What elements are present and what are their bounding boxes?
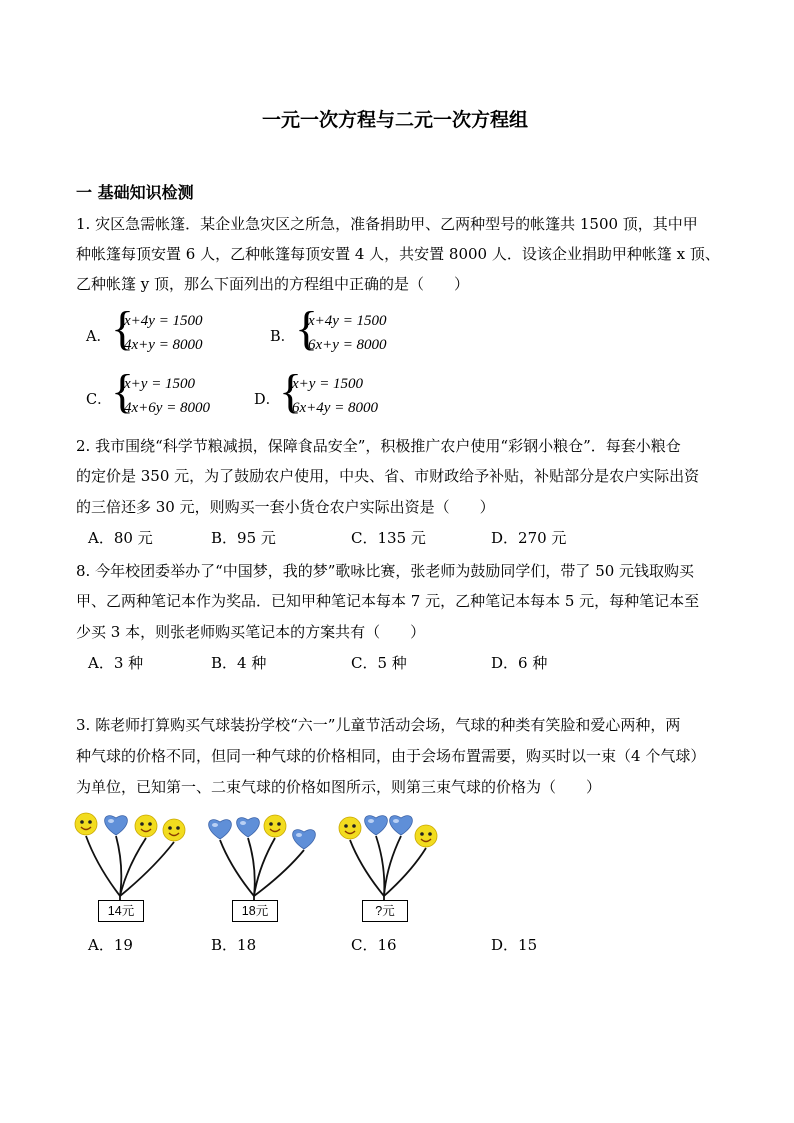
q8-option-d[interactable]: D．6 种 xyxy=(491,654,548,672)
q3-option-a[interactable]: A．19 xyxy=(88,936,133,954)
q2-line-1: 2. 我市围绕“科学节粮减损，保障食品安全”，积极推广农户使用“彩钢小粮仓”．每套小粮仓 xyxy=(76,437,681,455)
smiley-balloon-icon xyxy=(135,815,157,837)
balloon-string xyxy=(120,842,174,896)
q2-line-2: 的定价是 350 元，为了鼓励农户使用，中央、省、市财政给予补贴，补贴部分是农户实际出资 xyxy=(76,467,700,485)
option-label: C． xyxy=(86,392,112,408)
heart-balloon-icon xyxy=(293,830,316,849)
balloon-string xyxy=(384,848,426,896)
q3-line-1: 3. 陈老师打算购买气球装扮学校“六一”儿童节活动会场，气球的种类有笑脸和爱心两种，两 xyxy=(76,716,681,734)
q1-line-3: 乙种帐篷 y 顶，那么下面列出的方程组中正确的是（ ） xyxy=(76,275,470,293)
smiley-balloon-icon xyxy=(264,815,286,837)
equation-2: 4x+y = 8000 xyxy=(124,337,203,353)
equation-2: 6x+4y = 8000 xyxy=(292,400,379,416)
equation-2: 4x+6y = 8000 xyxy=(124,400,211,416)
q1-line-2: 种帐篷每顶安置 6 人，乙种帐篷每顶安置 4 人，共安置 8000 人．设该企业捐助甲种帐篷 x 顶、 xyxy=(76,245,720,263)
q8-option-c[interactable]: C．5 种 xyxy=(351,654,407,672)
q3-option-c[interactable]: C．16 xyxy=(351,936,397,954)
equation-1: x+4y = 1500 xyxy=(308,313,387,329)
q8-line-2: 甲、乙两种笔记本作为奖品．已知甲种笔记本每本 7 元，乙种笔记本每本 5 元，每种笔记本至 xyxy=(76,592,700,610)
balloon-string xyxy=(120,838,146,896)
smiley-balloon-icon xyxy=(163,819,185,841)
section-heading: 一 基础知识检测 xyxy=(76,183,194,202)
q2-option-b[interactable]: B．95 元 xyxy=(211,529,276,547)
balloon-bunch-2 xyxy=(209,815,316,900)
equation-1: x+4y = 1500 xyxy=(124,313,203,329)
balloon-bunch-1 xyxy=(75,813,185,900)
q3-line-3: 为单位，已知第一、二束气球的价格如图所示，则第三束气球的价格为（ ） xyxy=(76,778,602,796)
balloon-string xyxy=(86,836,120,896)
q1-line-1: 1. 灾区急需帐篷．某企业急灾区之所急，准备捐助甲、乙两种型号的帐篷共 1500 顶，其中甲 xyxy=(76,215,698,233)
price-box-1: 14元 xyxy=(98,900,144,922)
heart-balloon-icon xyxy=(105,816,128,835)
smiley-balloon-icon xyxy=(75,813,97,835)
brace-icon: { xyxy=(111,302,135,355)
page-title: 一元一次方程与二元一次方程组 xyxy=(262,109,529,131)
heart-balloon-icon xyxy=(237,818,260,837)
q2-line-3: 的三倍还多 30 元，则购买一套小货仓农户实际出资是（ ） xyxy=(76,498,495,516)
balloon-string xyxy=(220,840,254,896)
equation-1: x+y = 1500 xyxy=(292,376,364,392)
heart-balloon-icon xyxy=(209,820,232,839)
q2-option-c[interactable]: C．135 元 xyxy=(351,529,426,547)
q8-option-b[interactable]: B．4 种 xyxy=(211,654,267,672)
option-label: D． xyxy=(254,392,281,408)
option-label: A． xyxy=(86,329,111,345)
balloon-string xyxy=(248,838,255,896)
q2-option-d[interactable]: D．270 元 xyxy=(491,529,567,547)
balloon-string xyxy=(116,836,121,896)
balloon-bunch-3 xyxy=(339,816,437,900)
brace-icon: { xyxy=(279,365,303,418)
price-box-3: ?元 xyxy=(362,900,408,922)
equation-2: 6x+y = 8000 xyxy=(308,337,387,353)
brace-icon: { xyxy=(295,302,319,355)
q2-option-a[interactable]: A．80 元 xyxy=(88,529,153,547)
q8-line-3: 少买 3 本，则张老师购买笔记本的方案共有（ ） xyxy=(76,623,426,641)
brace-icon: { xyxy=(111,365,135,418)
q3-option-d[interactable]: D．15 xyxy=(491,936,538,954)
q8-line-1: 8. 今年校团委举办了“中国梦，我的梦”歌咏比赛，张老师为鼓励同学们，带了 50 元钱取购买 xyxy=(76,562,695,580)
balloon-string xyxy=(254,850,304,896)
q8-option-a[interactable]: A．3 种 xyxy=(88,654,144,672)
price-box-2: 18元 xyxy=(232,900,278,922)
heart-balloon-icon xyxy=(365,816,388,835)
q3-option-b[interactable]: B．18 xyxy=(211,936,257,954)
smiley-balloon-icon xyxy=(339,817,361,839)
q3-line-2: 种气球的价格不同，但同一种气球的价格相同，由于会场布置需要，购买时以一束（4 个气球） xyxy=(76,747,706,765)
option-label: B． xyxy=(270,329,296,345)
heart-balloon-icon xyxy=(390,816,413,835)
equation-1: x+y = 1500 xyxy=(124,376,196,392)
smiley-balloon-icon xyxy=(415,825,437,847)
